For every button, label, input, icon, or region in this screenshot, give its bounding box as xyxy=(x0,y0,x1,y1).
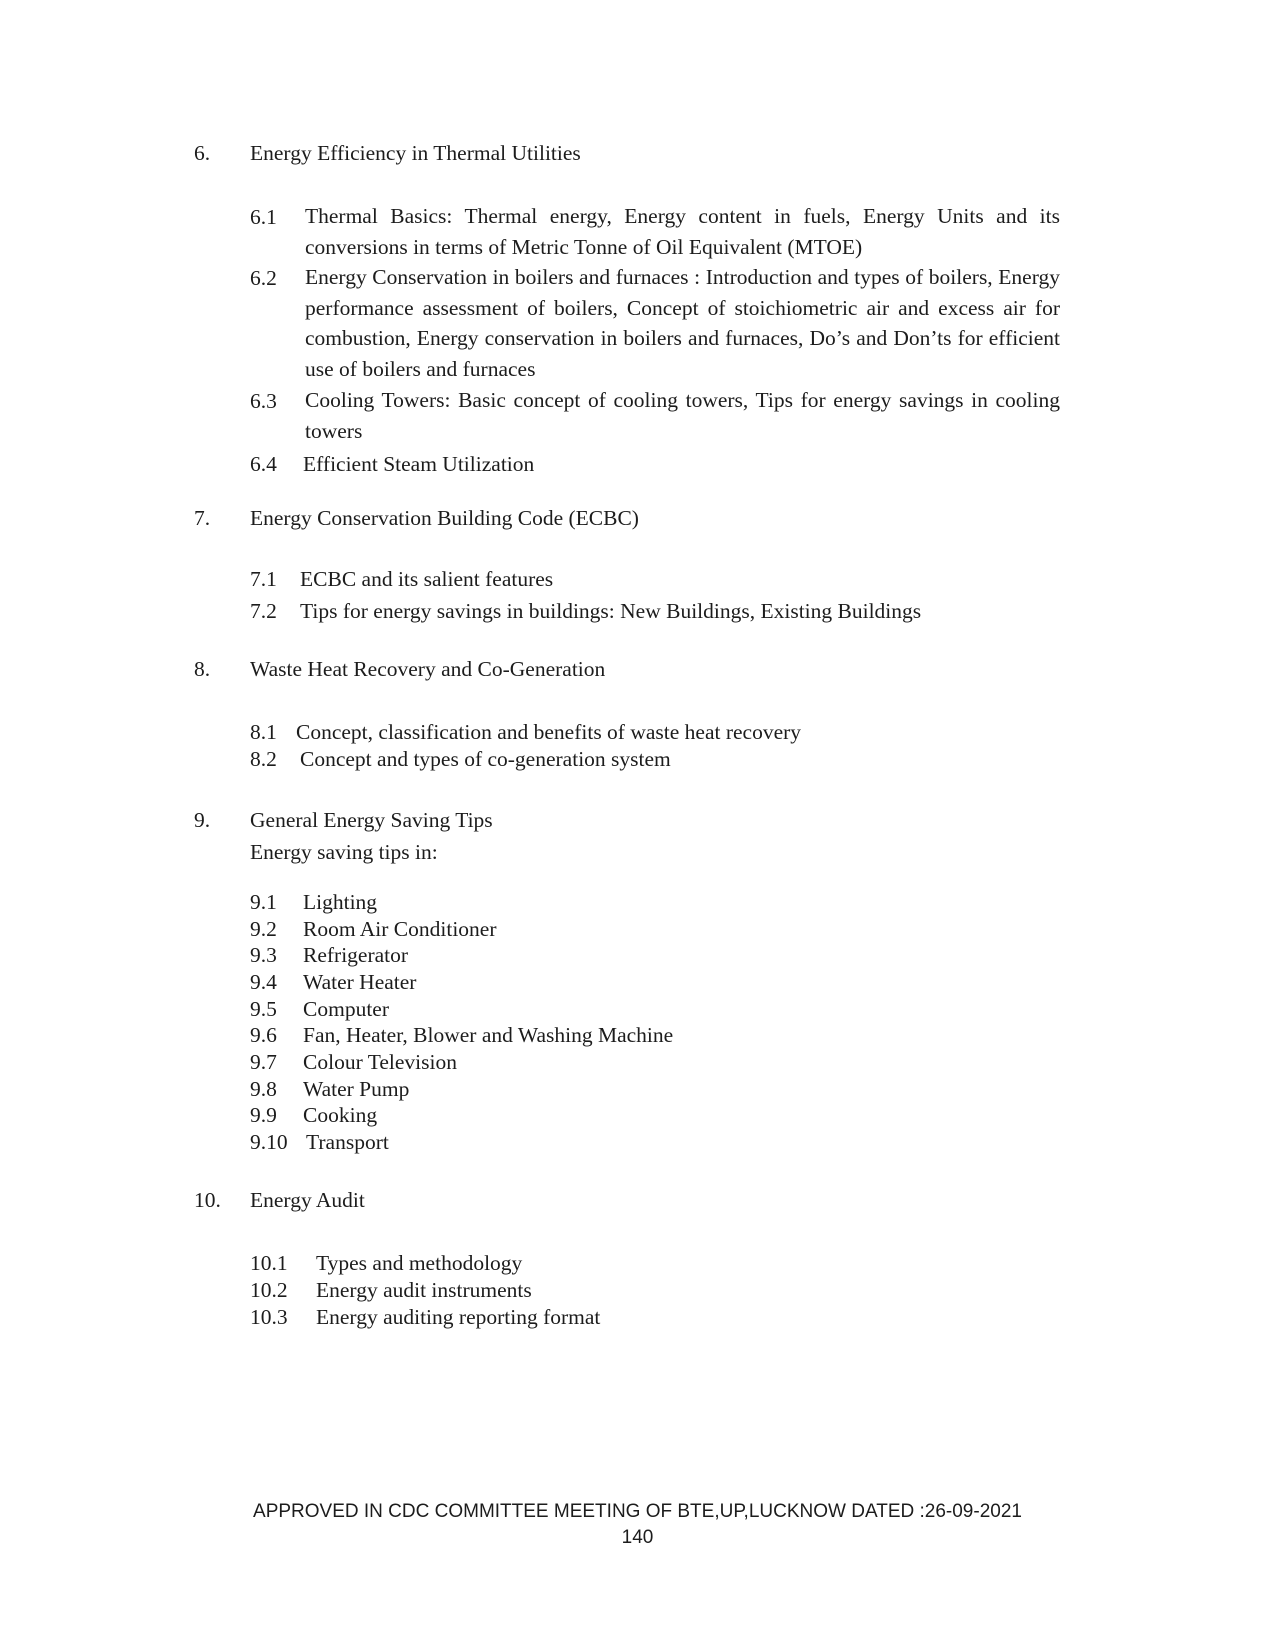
item-text: Water Pump xyxy=(303,1077,410,1101)
item-number: 10.2 xyxy=(250,1278,288,1302)
item-text: Energy auditing reporting format xyxy=(316,1305,601,1329)
section-subtitle: Energy saving tips in: xyxy=(250,840,438,864)
item-number: 9.7 xyxy=(250,1050,277,1074)
item-text: Tips for energy savings in buildings: New Buildings, Existing Buildings xyxy=(300,599,922,623)
item-text: Concept and types of co-generation system xyxy=(300,747,671,771)
section-number: 10. xyxy=(194,1188,221,1212)
item-number: 6.1 xyxy=(250,205,277,229)
item-number: 9.3 xyxy=(250,943,277,967)
section-title: Waste Heat Recovery and Co-Generation xyxy=(250,657,606,681)
item-text: Lighting xyxy=(303,890,378,914)
item-text: Room Air Conditioner xyxy=(303,917,497,941)
item-text: Refrigerator xyxy=(303,943,409,967)
section-title: Energy Audit xyxy=(250,1188,365,1212)
page-number: 140 xyxy=(621,1527,654,1548)
item-text: ECBC and its salient features xyxy=(300,567,554,591)
item-text: Energy Conservation in boilers and furnaces : Introduction and types of boilers, Energy performance assessment of boilers, Concept of stoichiometric air and excess air for combustion, Energy conservation in boilers and furnaces, Do’s and Don’ts for efficient use of boilers and furnaces xyxy=(305,265,1060,381)
item-number: 9.1 xyxy=(250,890,277,914)
section-title: Energy Conservation Building Code (ECBC) xyxy=(250,506,639,530)
section-title: Energy Efficiency in Thermal Utilities xyxy=(250,141,581,165)
item-number: 9.10 xyxy=(250,1130,288,1154)
item-text: Energy audit instruments xyxy=(316,1278,532,1302)
item-text: Water Heater xyxy=(303,970,417,994)
item-number: 9.6 xyxy=(250,1023,277,1047)
item-number: 6.2 xyxy=(250,266,277,290)
item-number: 8.1 xyxy=(250,720,277,744)
item-text: Cooling Towers: Basic concept of cooling towers, Tips for energy savings in cooling towers xyxy=(305,388,1060,443)
item-number: 6.4 xyxy=(250,452,277,476)
item-number: 10.3 xyxy=(250,1305,288,1329)
item-number: 9.4 xyxy=(250,970,277,994)
item-number: 9.9 xyxy=(250,1103,277,1127)
item-text: Colour Television xyxy=(303,1050,457,1074)
item-text: Transport xyxy=(306,1130,389,1154)
approval-footer: APPROVED IN CDC COMMITTEE MEETING OF BTE,UP,LUCKNOW DATED :26-09-2021 xyxy=(253,1501,1022,1522)
item-text: Types and methodology xyxy=(316,1251,523,1275)
section-number: 9. xyxy=(194,808,211,832)
item-text: Cooking xyxy=(303,1103,378,1127)
item-text: Concept, classification and benefits of waste heat recovery xyxy=(296,720,802,744)
item-text: Computer xyxy=(303,997,389,1021)
section-title: General Energy Saving Tips xyxy=(250,808,493,832)
item-text: Thermal Basics: Thermal energy, Energy content in fuels, Energy Units and its conversions in terms of Metric Tonne of Oil Equivalent (MTOE) xyxy=(305,204,1060,259)
section-number: 7. xyxy=(194,506,211,530)
item-text: Fan, Heater, Blower and Washing Machine xyxy=(303,1023,674,1047)
item-number: 9.8 xyxy=(250,1077,277,1101)
item-number: 7.1 xyxy=(250,567,277,591)
item-number: 9.2 xyxy=(250,917,277,941)
item-number: 6.3 xyxy=(250,389,277,413)
section-number: 6. xyxy=(194,141,211,165)
item-text: Efficient Steam Utilization xyxy=(303,452,535,476)
item-number: 10.1 xyxy=(250,1251,288,1275)
item-number: 8.2 xyxy=(250,747,277,771)
section-number: 8. xyxy=(194,657,211,681)
item-number: 9.5 xyxy=(250,997,277,1021)
item-number: 7.2 xyxy=(250,599,277,623)
